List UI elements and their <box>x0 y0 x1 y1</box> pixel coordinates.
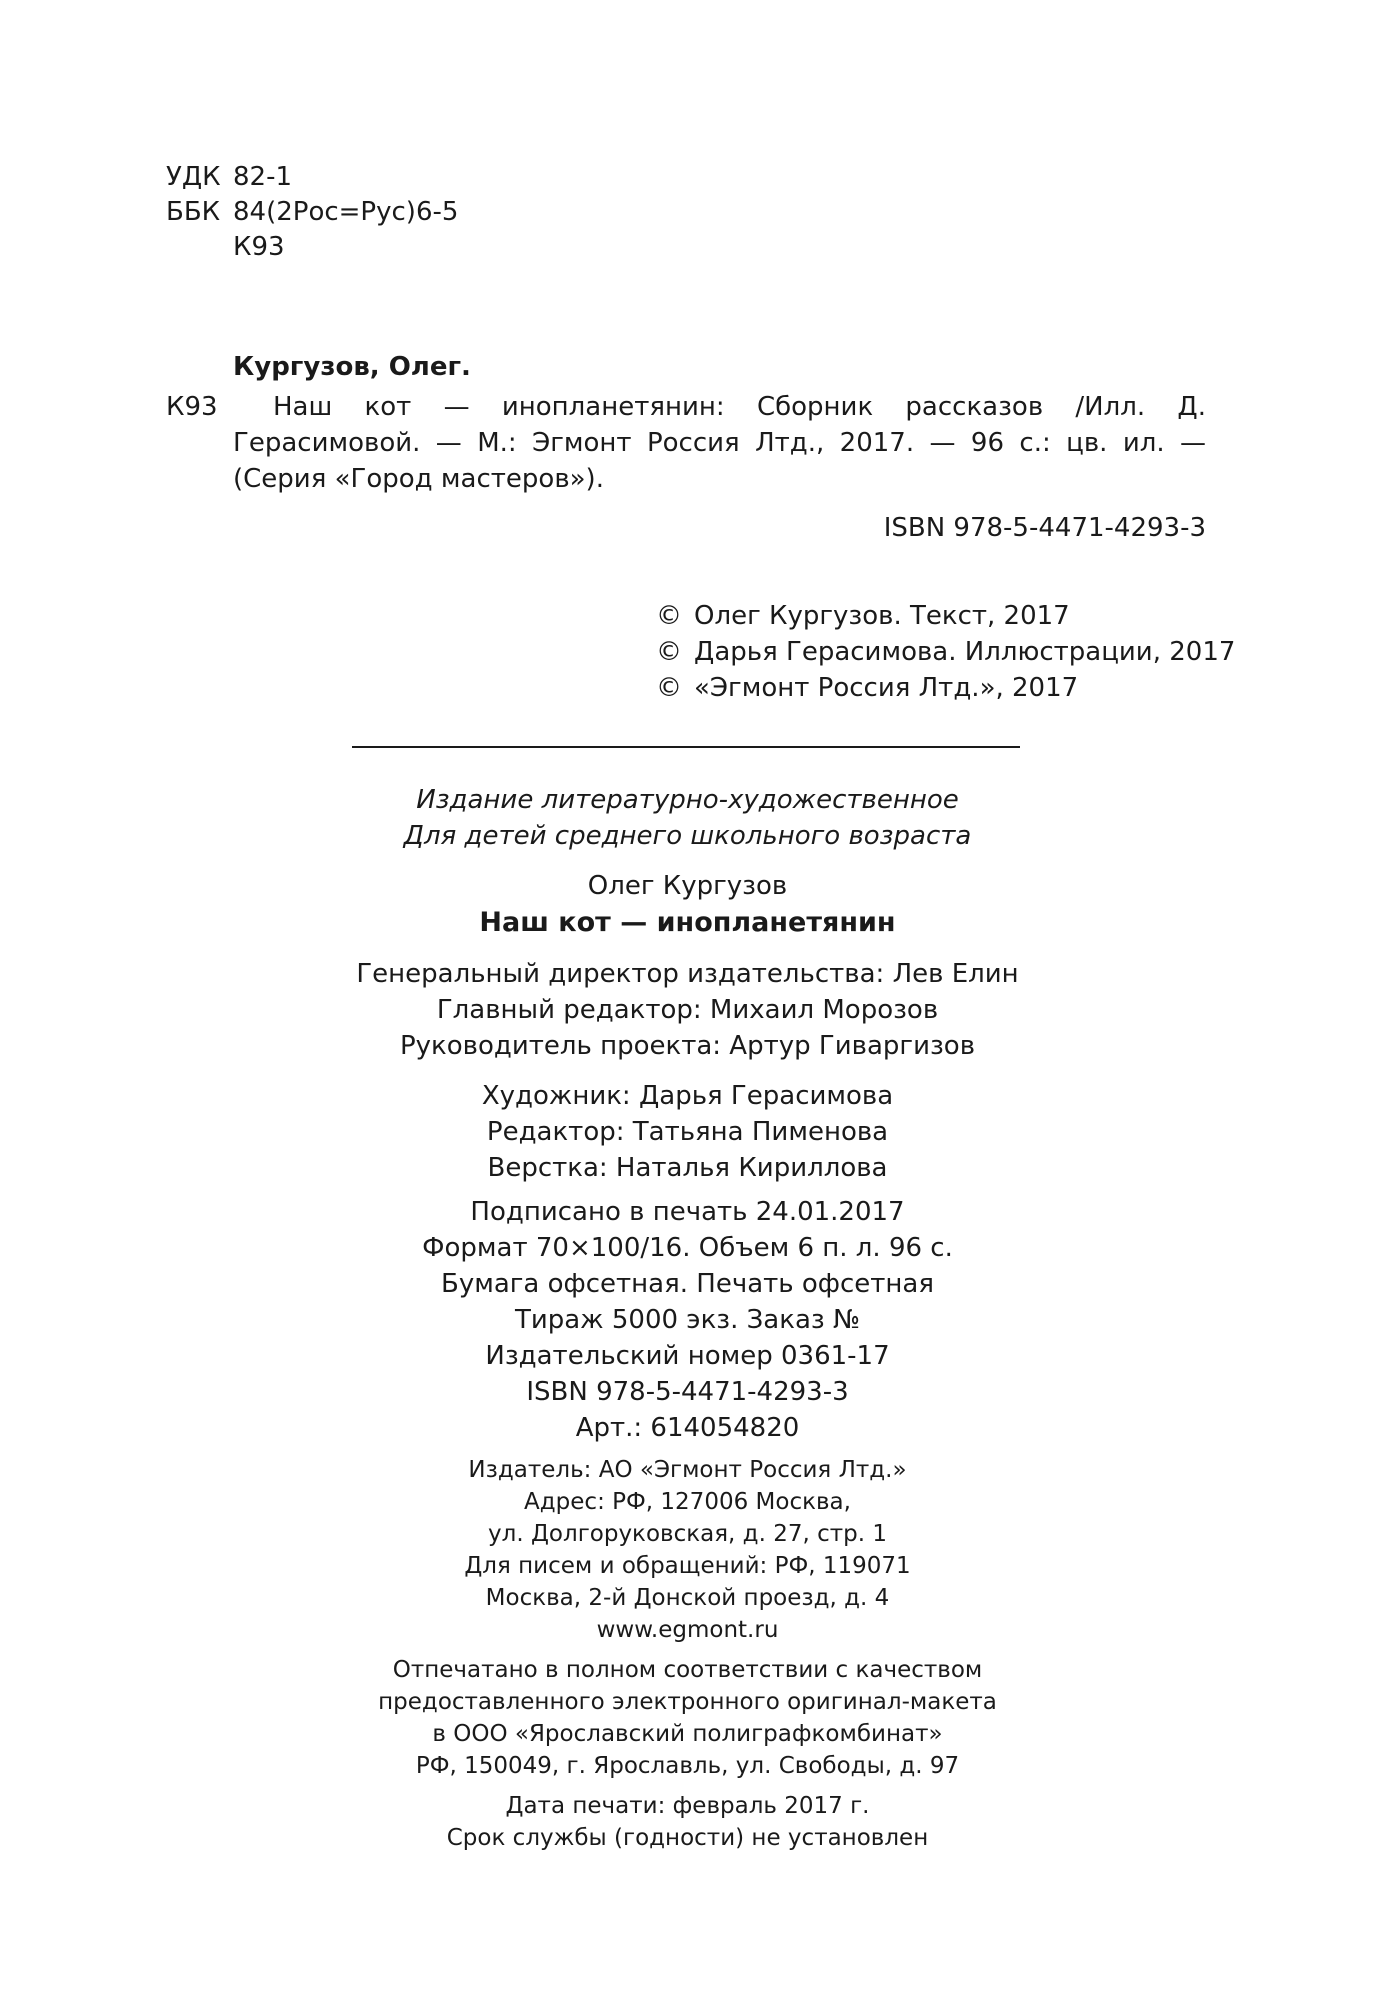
publisher-line: Адрес: РФ, 127006 Москва, <box>524 1489 851 1515</box>
record-author: Кургузов, Олег. <box>233 352 471 382</box>
print-date: Дата печати: февраль 2017 г. <box>505 1793 870 1819</box>
print-info-line: Бумага офсетная. Печать офсетная <box>440 1269 935 1299</box>
udk-value: 82-1 <box>233 162 293 192</box>
copyright-line <box>656 598 1235 634</box>
publisher-line: Издатель: АО «Эгмонт Россия Лтд.» <box>468 1457 907 1483</box>
udk-row <box>166 160 458 195</box>
copyright-symbol: © <box>656 673 682 703</box>
record-entry <box>166 389 1206 497</box>
copyright-line <box>656 634 1235 670</box>
print-info-line: Тираж 5000 экз. Заказ № <box>514 1305 861 1335</box>
bbk-row <box>166 195 458 230</box>
printer-line: Отпечатано в полном соответствии с качеством <box>392 1657 983 1683</box>
imprint-title: Наш кот — инопланетянин <box>479 907 896 938</box>
copyright-line <box>656 670 1235 706</box>
publisher-line: Для писем и обращений: РФ, 119071 <box>464 1553 911 1579</box>
copyright-text: Дарья Герасимова. Иллюстрации, 2017 <box>694 637 1236 667</box>
staff-line: Художник: Дарья Герасимова <box>481 1081 894 1111</box>
print-info-line: Арт.: 614054820 <box>575 1413 800 1443</box>
record-isbn: ISBN 978-5-4471-4293-3 <box>883 513 1206 543</box>
copyright-symbol: © <box>656 637 682 667</box>
shelf-life: Срок службы (годности) не установлен <box>446 1825 929 1851</box>
record-description: Наш кот — инопланетянин: Сборник рассказов /Илл. Д. Герасимовой. — М.: Эгмонт Россия Лтд., 2017. — 96 с.: цв. ил. — (Серия «Город мастеров»). <box>233 392 1206 494</box>
copyright-text: «Эгмонт Россия Лтд.», 2017 <box>694 673 1079 703</box>
udk-label: УДК <box>166 162 221 192</box>
staff-block-1 <box>0 956 1375 1064</box>
staff-block-2 <box>0 1078 1375 1186</box>
author-sign: К93 <box>233 232 285 262</box>
publisher-website: www.egmont.ru <box>596 1617 779 1643</box>
author-sign-row <box>166 230 458 265</box>
dates-block <box>0 1790 1375 1854</box>
publisher-block <box>0 1454 1375 1646</box>
imprint-author: Олег Кургузов <box>587 871 788 901</box>
staff-line: Верстка: Наталья Кириллова <box>487 1153 888 1183</box>
copyright-symbol: © <box>656 601 682 631</box>
publisher-line: Москва, 2-й Донской проезд, д. 4 <box>485 1585 890 1611</box>
print-info-line: Формат 70×100/16. Объем 6 п. л. 96 с. <box>422 1233 953 1263</box>
edition-type: Издание литературно-художественное <box>416 785 959 815</box>
print-info-line: Издательский номер 0361-17 <box>485 1341 890 1371</box>
printer-block <box>0 1654 1375 1782</box>
publisher-line: ул. Долгоруковская, д. 27, стр. 1 <box>488 1521 887 1547</box>
bibliographic-record <box>166 350 1206 546</box>
classification-codes <box>166 160 458 265</box>
staff-line: Редактор: Татьяна Пименова <box>486 1117 889 1147</box>
audience: Для детей среднего школьного возраста <box>403 821 972 851</box>
printer-line: предоставленного электронного оригинал-макета <box>378 1689 997 1715</box>
staff-line: Генеральный директор издательства: Лев Елин <box>356 959 1019 989</box>
print-info-line: ISBN 978-5-4471-4293-3 <box>526 1377 849 1407</box>
divider-line <box>352 746 1020 748</box>
printer-line: в ООО «Ярославский полиграфкомбинат» <box>432 1721 943 1747</box>
print-info-block <box>0 1194 1375 1446</box>
copyright-block <box>656 598 1235 706</box>
printer-line: РФ, 150049, г. Ярославль, ул. Свободы, д. 97 <box>415 1753 960 1779</box>
copyright-text: Олег Кургузов. Текст, 2017 <box>694 601 1070 631</box>
staff-line: Руководитель проекта: Артур Гиваргизов <box>399 1031 976 1061</box>
record-code: К93 <box>166 392 218 422</box>
staff-line: Главный редактор: Михаил Морозов <box>436 995 939 1025</box>
bbk-value: 84(2Рос=Рус)6-5 <box>233 197 459 227</box>
imprint-block <box>0 782 1375 1854</box>
bbk-label: ББК <box>166 197 221 227</box>
print-info-line: Подписано в печать 24.01.2017 <box>470 1197 905 1227</box>
